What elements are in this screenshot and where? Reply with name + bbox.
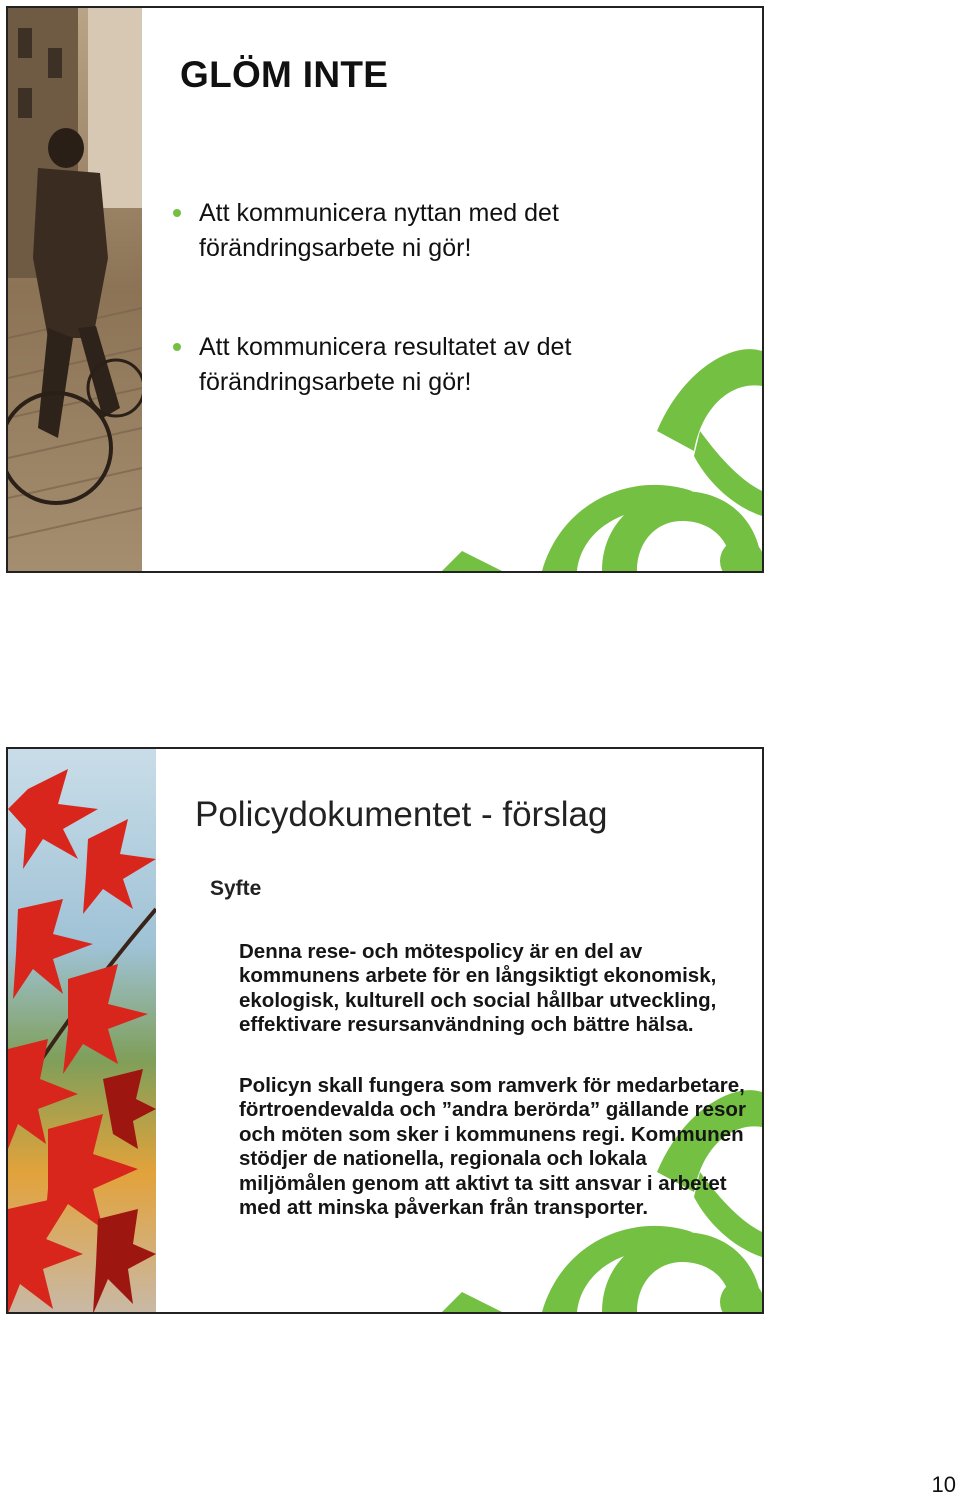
- page-number: 10: [931, 1472, 956, 1497]
- list-item: [171, 196, 731, 266]
- red-leaves-photo: [8, 749, 156, 1314]
- bullet-icon: [173, 209, 181, 217]
- slide-title: Policydokumentet - förslag: [195, 795, 608, 834]
- green-decoration: [302, 311, 762, 571]
- slide-glom-inte: [6, 6, 764, 573]
- cyclist-photo: [8, 8, 142, 573]
- bullet-text: Att kommunicera nyttan med det förändringsarbete ni gör!: [199, 199, 559, 262]
- slide-policydokumentet: [6, 747, 764, 1314]
- slide-title: GLÖM INTE: [180, 54, 389, 95]
- bullet-text: Att kommunicera resultatet av det förändringsarbete ni gör!: [199, 333, 572, 396]
- body-paragraph: Denna rese- och mötespolicy är en del av kommunens arbete för en långsiktigt ekonomisk, ekologisk, kulturell och social hållbar utveckling, effektivare resursanvändning och bättre hälsa.: [239, 940, 717, 1037]
- body-paragraph: Policyn skall fungera som ramverk för medarbetare, förtroendevalda och ”andra berörda” gällande resor och möten som sker i kommunens regi. Kommunen stödjer de nationella, regionala och lokala miljömålen genom att aktivt ta sitt ansvar i arbetet med att minska påverkan från transporter.: [239, 1074, 746, 1220]
- bullet-icon: [173, 343, 181, 351]
- section-heading: Syfte: [210, 877, 262, 900]
